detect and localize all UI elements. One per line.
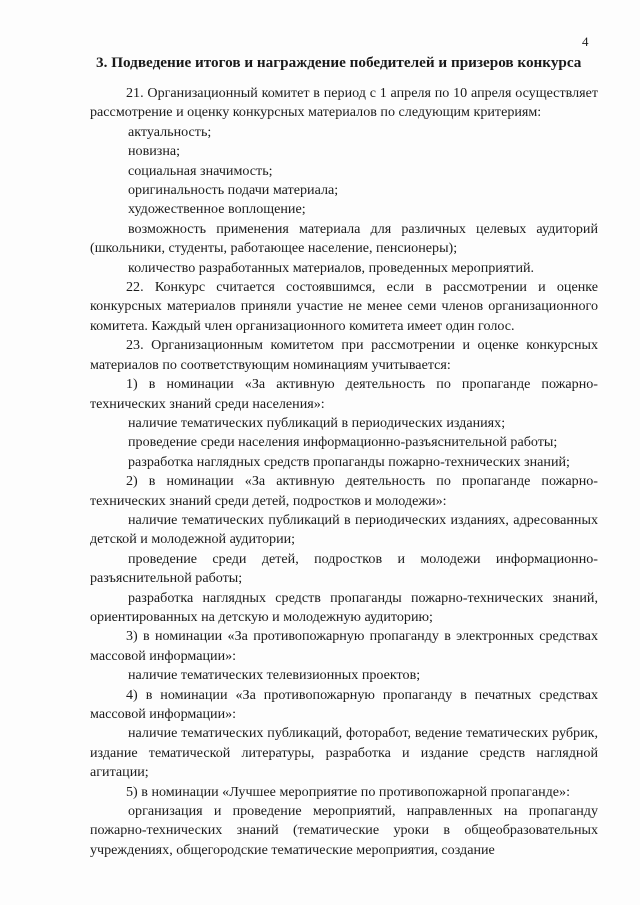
paragraph-22: 22. Конкурс считается состоявшимся, если в рассмотрении и оценке конкурсных материалов приняли участие не менее семи членов организационного комитета. Каждый член организационного комитета имеет один голос.	[90, 279, 598, 334]
nomination-item: организация и проведение мероприятий, направленных на пропаганду пожарно-технических знаний (тематические уроки в общеобразовательных учреждениях, общегородские тематические мероприятия, создание	[90, 803, 598, 858]
paragraph-21: 21. Организационный комитет в период с 1 апреля по 10 апреля осуществляет рассмотрение и оценку конкурсных материалов по следующим критериям:	[90, 85, 598, 121]
criterion-item: социальная значимость;	[128, 162, 273, 179]
criterion-item: новизна;	[128, 143, 181, 160]
nomination-2: 2) в номинации «За активную деятельность по пропаганде пожарно-технических знаний среди детей, подростков и молодежи»:	[90, 473, 598, 509]
nomination-item: разработка наглядных средств пропаганды пожарно-технических знаний;	[128, 453, 570, 470]
nomination-5: 5) в номинации «Лучшее мероприятие по противопожарной пропаганде»:	[126, 783, 571, 800]
nomination-4: 4) в номинации «За противопожарную пропаганду в печатных средствах массовой информации»:	[90, 686, 598, 722]
nomination-item: наличие тематических публикаций в периодических изданиях, адресованных детской и молодежной аудитории;	[90, 511, 598, 548]
section-heading: 3. Подведение итогов и награждение победителей и призеров конкурса	[96, 54, 582, 71]
criterion-item: художественное воплощение;	[128, 201, 306, 218]
page-number: 4	[582, 34, 589, 49]
nomination-item: разработка наглядных средств пропаганды пожарно-технических знаний, ориентированных на детскую и молодежную аудиторию;	[90, 589, 598, 625]
criterion-item: возможность применения материала для различных целевых аудиторий (школьники, студенты, работающее население, пенсионеры);	[90, 220, 598, 257]
nomination-item: проведение среди населения информационно-разъяснительной работы;	[128, 434, 558, 451]
nomination-item: наличие тематических публикаций в периодических изданиях;	[128, 414, 506, 431]
nomination-item: наличие тематических телевизионных проектов;	[128, 667, 421, 684]
nomination-1: 1) в номинации «За активную деятельность по пропаганде пожарно-технических знаний среди населения»:	[90, 376, 598, 412]
criterion-item: оригинальность подачи материала;	[128, 182, 339, 199]
nomination-item: наличие тематических публикаций, фоторабот, ведение тематических рубрик, издание тематической литературы, разработка и издание средств наглядной агитации;	[90, 725, 598, 781]
document-body	[90, 84, 598, 860]
criterion-item: количество разработанных материалов, проведенных мероприятий.	[128, 259, 535, 276]
nomination-item: проведение среди детей, подростков и молодежи информационно-разъяснительной работы;	[90, 550, 598, 587]
nomination-3: 3) в номинации «За противопожарную пропаганду в электронных средствах массовой информации»:	[90, 628, 598, 664]
criterion-item: актуальность;	[128, 123, 212, 140]
paragraph-23: 23. Организационным комитетом при рассмотрении и оценке конкурсных материалов по соответствующим номинациям учитывается:	[90, 337, 598, 373]
